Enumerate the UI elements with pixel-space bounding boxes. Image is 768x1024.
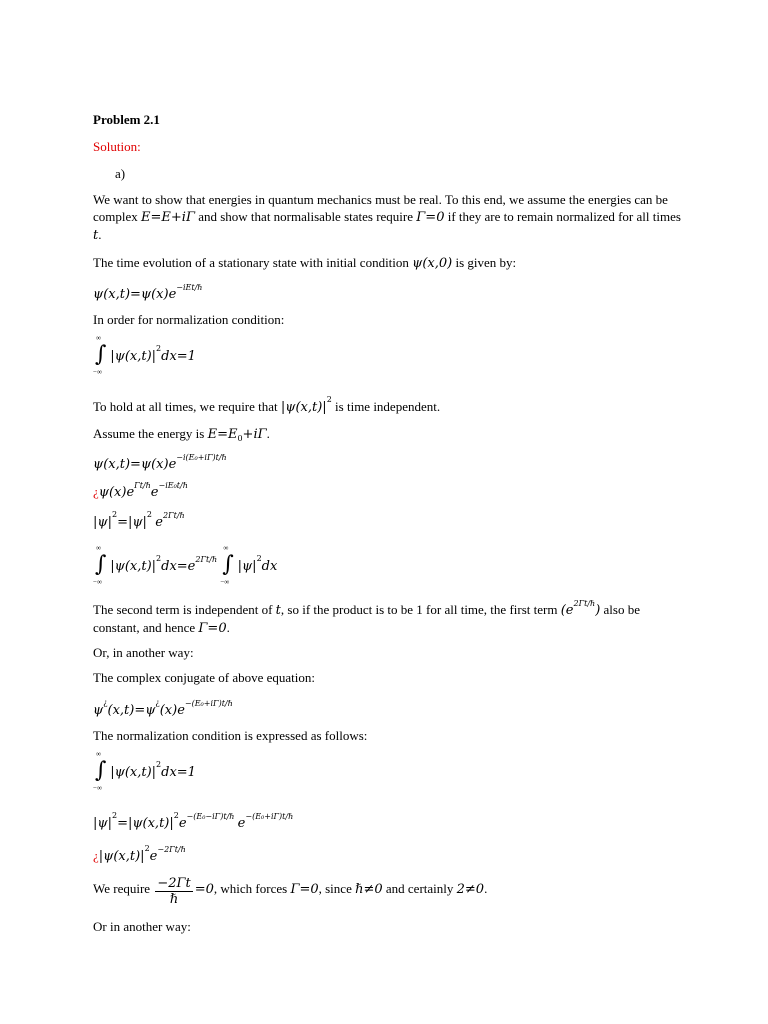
- require-text-3: , since: [318, 881, 352, 896]
- eq8-body: |ψ(x,t)|: [98, 849, 145, 864]
- eq7-lhs: |ψ|: [93, 816, 112, 831]
- intro-text-1: We want to show that energies in quantum mechanics must be real. To this end, we assume the energies can be complex: [93, 192, 668, 224]
- require-text-4: and certainly: [385, 881, 454, 896]
- eq5-exponent: 2Γt/ℏ: [195, 555, 218, 564]
- second-text-1: The second term is independent of: [93, 602, 273, 617]
- time-evolution-paragraph: [93, 255, 516, 273]
- abs-psi-expr: |ψ(x,t)|: [280, 400, 327, 415]
- eq7-square-1: 2: [111, 811, 118, 820]
- equation-1: [93, 283, 202, 304]
- normalization-expression-text: The normalization condition is expressed as follows:: [93, 728, 368, 743]
- hold-paragraph: [93, 395, 440, 417]
- square-exponent: 2: [156, 344, 162, 353]
- or-another-way-1: Or, in another way:: [93, 645, 194, 660]
- eq8-placeholder-char: ¿: [93, 848, 99, 863]
- eq7-e1: e: [178, 816, 187, 831]
- integrand-2: |ψ(x,t)|: [110, 765, 157, 780]
- require-gamma-zero: Γ=0: [290, 882, 319, 897]
- hbar-nonzero-expr: ℏ≠0: [355, 882, 383, 897]
- equation-3: [93, 481, 188, 502]
- part-label: a): [115, 166, 126, 181]
- time-evo-text-2: is given by:: [455, 255, 517, 270]
- second-t-symbol: t: [275, 603, 281, 618]
- eq1-lhs: ψ(x,t)=ψ(x)e: [93, 287, 177, 302]
- integral-sign: ∞ ∫ −∞: [93, 334, 107, 376]
- integral-rhs-2: dx=1: [161, 765, 196, 780]
- equation-7: [93, 811, 293, 833]
- eq3-mid: e: [150, 485, 159, 500]
- integral-sign-left: ∞ ∫ −∞: [93, 544, 107, 586]
- eq8-e: e: [149, 849, 158, 864]
- time-symbol: t: [93, 227, 99, 243]
- eq7-exponent-1: −(E₀−iΓ)t/ℏ: [186, 812, 235, 821]
- eq7-e2: e: [237, 816, 246, 831]
- eq2-exponent: −i(E₀+iΓ)t/ℏ: [176, 453, 227, 462]
- eq4-exponent: 2Γt/ℏ: [162, 511, 185, 520]
- eq7-mid: =|ψ(x,t)|: [117, 816, 174, 831]
- intro-text-3: if they are to remain normalized for all times: [447, 208, 681, 224]
- second-end: .: [226, 619, 230, 635]
- eq6-exponent: −(E₀+iΓ)t/ℏ: [184, 699, 233, 708]
- eq5-end: dx: [261, 559, 278, 574]
- eq2-lhs: ψ(x,t)=ψ(x)e: [93, 457, 177, 472]
- equation-6: [93, 698, 233, 720]
- integrand: |ψ(x,t)|: [110, 349, 157, 364]
- eq6-mid-2: (x)e: [159, 703, 185, 718]
- intro-paragraph: We want to show that energies in quantum mechanics must be real. To this end, we assume the energies can be complex E=E+iΓ and show that normalisable states require Γ=0 if they are to remain normalized for all times t.: [93, 192, 681, 243]
- square-exponent-2: 2: [156, 760, 162, 769]
- abs-psi-square: 2: [326, 395, 332, 404]
- solution-label: Solution:: [93, 139, 141, 154]
- eq5-square-1: 2: [156, 554, 162, 563]
- second-close: ): [595, 603, 601, 618]
- normalization-condition-text: In order for normalization condition:: [93, 312, 285, 327]
- second-gamma-zero: Γ=0: [198, 620, 227, 636]
- eq1-exponent: −iEt/ℏ: [176, 283, 203, 292]
- eq5-integrand: |ψ(x,t)|: [110, 559, 157, 574]
- problem-title: Problem 2.1: [93, 112, 160, 127]
- eq6-mid: (x,t)=ψ: [107, 703, 156, 718]
- two-nonzero-expr: 2≠0: [456, 882, 485, 897]
- e0-subscript: 0: [237, 434, 243, 443]
- integral-sign-right: ∞ ∫ −∞: [220, 544, 234, 586]
- require-eq-zero: =0: [194, 882, 214, 897]
- assume-energy-paragraph: Assume the energy is $E=E_0+i\Gamma$.: [93, 426, 270, 443]
- require-text-1: We require: [93, 881, 151, 896]
- eq8-square: 2: [144, 844, 150, 853]
- complex-conjugate-text: The complex conjugate of above equation:: [93, 670, 316, 685]
- e0-expr: E=E: [207, 427, 238, 442]
- second-text-2: , so if the product is to be 1 for all time, the first term: [280, 602, 558, 617]
- e0-rest: +iΓ: [242, 427, 267, 442]
- eq4-square-1: 2: [111, 510, 118, 519]
- equation-normalization-2: [93, 750, 196, 792]
- eq3-body: ψ(x)e: [98, 485, 135, 500]
- psi-x0-expr: ψ(x,0): [412, 256, 453, 271]
- eq3-exponent-2: −iE₀t/ℏ: [158, 481, 188, 490]
- assume-text: Assume the energy is: [93, 426, 205, 441]
- require-text-2: , which forces: [213, 881, 288, 896]
- eq3-placeholder-char: ¿: [93, 484, 99, 499]
- eq6-star-2: ¿: [155, 698, 160, 707]
- eq4-e: e: [155, 515, 163, 530]
- equation-4: [93, 510, 185, 532]
- equation-normalization-1: [93, 334, 196, 376]
- integral-sign-2: ∞ ∫ −∞: [93, 750, 107, 792]
- intro-text-2: and show that normalisable states require: [198, 208, 414, 224]
- eq5-mid: dx=e: [161, 559, 196, 574]
- second-exponent: 2Γt/ℏ: [573, 599, 596, 608]
- eq3-exponent-1: Γt/ℏ: [134, 481, 151, 490]
- eq6-star-1: ¿: [103, 698, 108, 707]
- eq5-integrand-2: |ψ|: [237, 559, 257, 574]
- gamma-zero-expr: Γ=0: [416, 209, 445, 225]
- second-term-paragraph: [93, 599, 683, 638]
- equation-2: [93, 453, 227, 474]
- eq4-square-2: 2: [146, 510, 153, 519]
- gamma-fraction: $\frac{-2\Gamma t}{\text{ℏ}}$: [157, 876, 191, 907]
- or-another-way-2: Or in another way:: [93, 919, 191, 934]
- eq7-square-2: 2: [173, 811, 179, 820]
- eq4-mid: =|ψ|: [117, 515, 147, 530]
- complex-energy-expr: E=E+iΓ: [141, 209, 195, 225]
- require-paragraph: We require $\frac{-2\Gamma t}{\text{ℏ}}$ =0, which forces Γ=0, since ℏ≠0 and certainly 2≠0.: [93, 876, 488, 907]
- integral-rhs: dx=1: [161, 349, 196, 364]
- eq5-square-2: 2: [256, 554, 262, 563]
- eq6-psi: ψ: [93, 703, 104, 718]
- time-evo-text-1: The time evolution of a stationary state with initial condition: [93, 255, 409, 270]
- equation-5: [93, 544, 278, 586]
- equation-8: [93, 844, 186, 866]
- second-text-3: also be constant, and hence: [93, 602, 640, 635]
- hold-text-2: is time independent.: [335, 399, 441, 414]
- eq4-lhs: |ψ|: [93, 515, 112, 530]
- eq8-exponent: −2Γt/ℏ: [157, 845, 186, 854]
- second-e: (e: [560, 603, 574, 618]
- eq7-exponent-2: −(E₀+iΓ)t/ℏ: [245, 812, 294, 821]
- hold-text-1: To hold at all times, we require that: [93, 399, 278, 414]
